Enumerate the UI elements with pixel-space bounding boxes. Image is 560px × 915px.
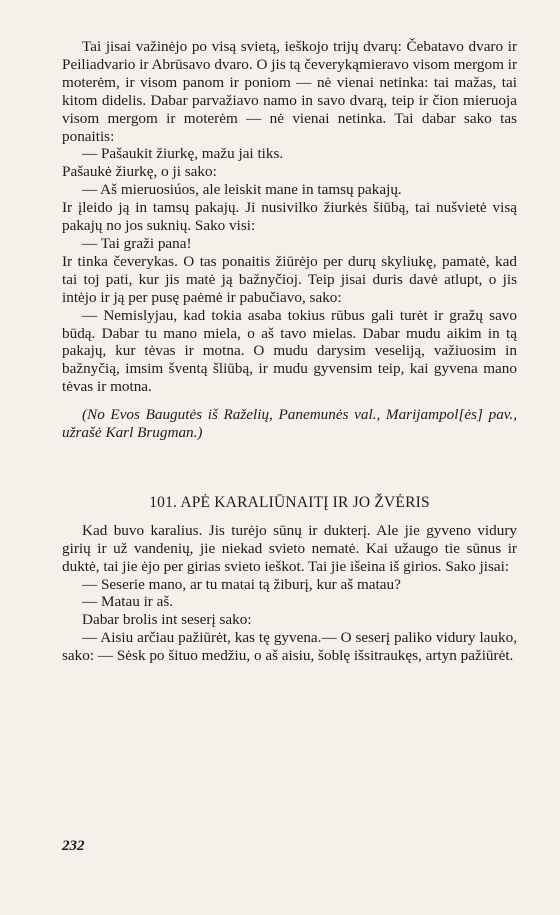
chapter-dialogue: — Seserie mano, ar tu matai tą žiburį, kur aš matau? [82, 575, 401, 593]
story-dialogue: — Pašaukit žiurkę, mažu jai tiks. [82, 145, 284, 163]
story-dialogue: — Tai graži pana! [82, 234, 192, 252]
source-note: (No Evos Baugutės iš Raželių, Panemunės val., Marijampol[ės] pav., užrašė Karl Brugman.) [62, 406, 517, 442]
story-dialogue: — Nemislyjau, kad tokia asaba tokius rūbus gali turėt ir gražų savo būdą. Dabar tu mano miela, o aš tavo mielas. Dabar mudu aikim in tą pakajų, kur tėvas ir motna. O mudu darysim veseliją, važiuosim in bažnyčią, imsim šventą šliūbą, ir mudu gyvensim teip, kai gyvena mano tėvas ir motna. [62, 306, 517, 396]
chapter-paragraph: Kad buvo karalius. Jis turėjo sūnų ir dukterį. Ale jie gyveno vidury girių ir už vandenių, jie niekad svieto nematė. Kai užaugo tie sūnus ir duktė, tai jie ėjo per girias svieto ieškot. Tai jie išeina iš girios. Sako jisai: [62, 521, 517, 575]
story-paragraph: Pašaukė žiurkę, o ji sako: [62, 163, 217, 181]
story-paragraph: Tai jisai važinėjo po visą svietą, ieškojo trijų dvarų: Čebatavo dvaro ir Peiliadvario ir Abrūsavo dvaro. O jis tą čeverykąmieravo visom mergom ir moterėm, ir visom panom ir poniom — nė vienai netinka: tai mažas, tai kitom didelis. Dabar parvažiavo namo in savo dvarą, teip ir čion mieruoja visom mergom ir moterėm — nė vienai netinka. Tai dabar sako tas ponaitis: [62, 38, 517, 145]
chapter-paragraph: Dabar brolis int seserį sako: [82, 611, 252, 629]
chapter-dialogue: — Matau ir aš. [82, 593, 174, 611]
page-text [62, 38, 517, 665]
chapter-dialogue: — Aisiu arčiau pažiūrėt, kas tę gyvena.— O seserį paliko vidury lauko, sako: — Sėsk po šituo medžiu, o aš aisiu, šoblę išsitraukęs, artyn pažiūrėt. [62, 629, 517, 665]
story-paragraph: Ir tinka čeverykas. O tas ponaitis žiūrėjo per durų skyliukę, pamatė, kad tai toj pati, kur jis matė ją bažnyčioj. Teip jisai duris davė atlupt, o jis intėjo ir ją per pusę paėmė ir pabučiavo, sako: [62, 252, 517, 306]
page-number: 232 [62, 838, 85, 854]
story-dialogue: — Aš mieruosiúos, ale leiskit mane in tamsų pakajų. [82, 181, 402, 199]
chapter-title: 101. APĖ KARALIŪNAITĮ IR JO ŽVĖRIS [149, 493, 430, 511]
story-paragraph: Ir įleido ją in tamsų pakajų. Ji nusivilko žiurkės šiūbą, tai nušvietė visą pakajų no jos suknių. Sako visi: [62, 199, 517, 235]
